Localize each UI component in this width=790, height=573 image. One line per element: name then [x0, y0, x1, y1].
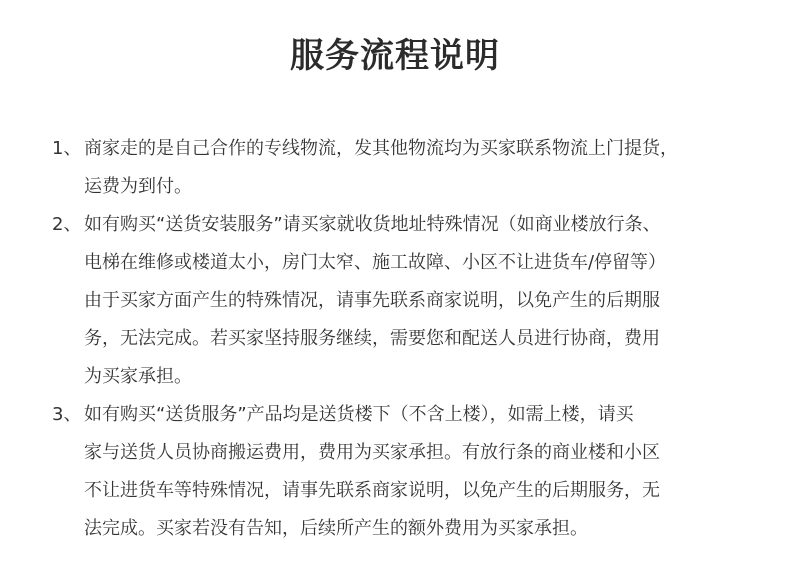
item-line: 由于买家方面产生的特殊情况，请事先联系商家说明，以免产生的后期服	[84, 290, 660, 311]
item-line: 如有购买“送货服务”产品均是送货楼下（不含上楼），如需上楼，请买	[84, 404, 634, 425]
item-line: 商家走的是自己合作的专线物流，发其他物流均为买家联系物流上门提货，	[84, 138, 678, 159]
item-line: 运费为到付。	[84, 176, 192, 197]
list-item-2	[52, 206, 752, 396]
item-line: 为买家承担。	[84, 366, 192, 387]
item-line: 电梯在维修或楼道太小，房门太窄、施工故障、小区不让进货车/停留等）	[84, 252, 667, 273]
item-number: 1、	[52, 138, 82, 159]
item-line: 如有购买“送货安装服务”请买家就收货地址特殊情况（如商业楼放行条、	[84, 214, 661, 235]
item-line: 务，无法完成。若买家坚持服务继续，需要您和配送人员进行协商，费用	[84, 328, 660, 349]
service-process-list	[52, 130, 752, 548]
item-number: 3、	[52, 404, 82, 425]
item-number: 2、	[52, 214, 82, 235]
list-item-1	[52, 130, 752, 206]
item-line: 法完成。买家若没有告知，后续所产生的额外费用为买家承担。	[84, 518, 588, 539]
item-line: 家与送货人员协商搬运费用，费用为买家承担。有放行条的商业楼和小区	[84, 442, 660, 463]
item-text	[84, 130, 752, 206]
item-text	[84, 396, 752, 548]
item-line: 不让进货车等特殊情况，请事先联系商家说明，以免产生的后期服务，无	[84, 480, 660, 501]
list-item-3	[52, 396, 752, 548]
item-text	[84, 206, 752, 396]
page-title: 服务流程说明	[290, 36, 500, 76]
